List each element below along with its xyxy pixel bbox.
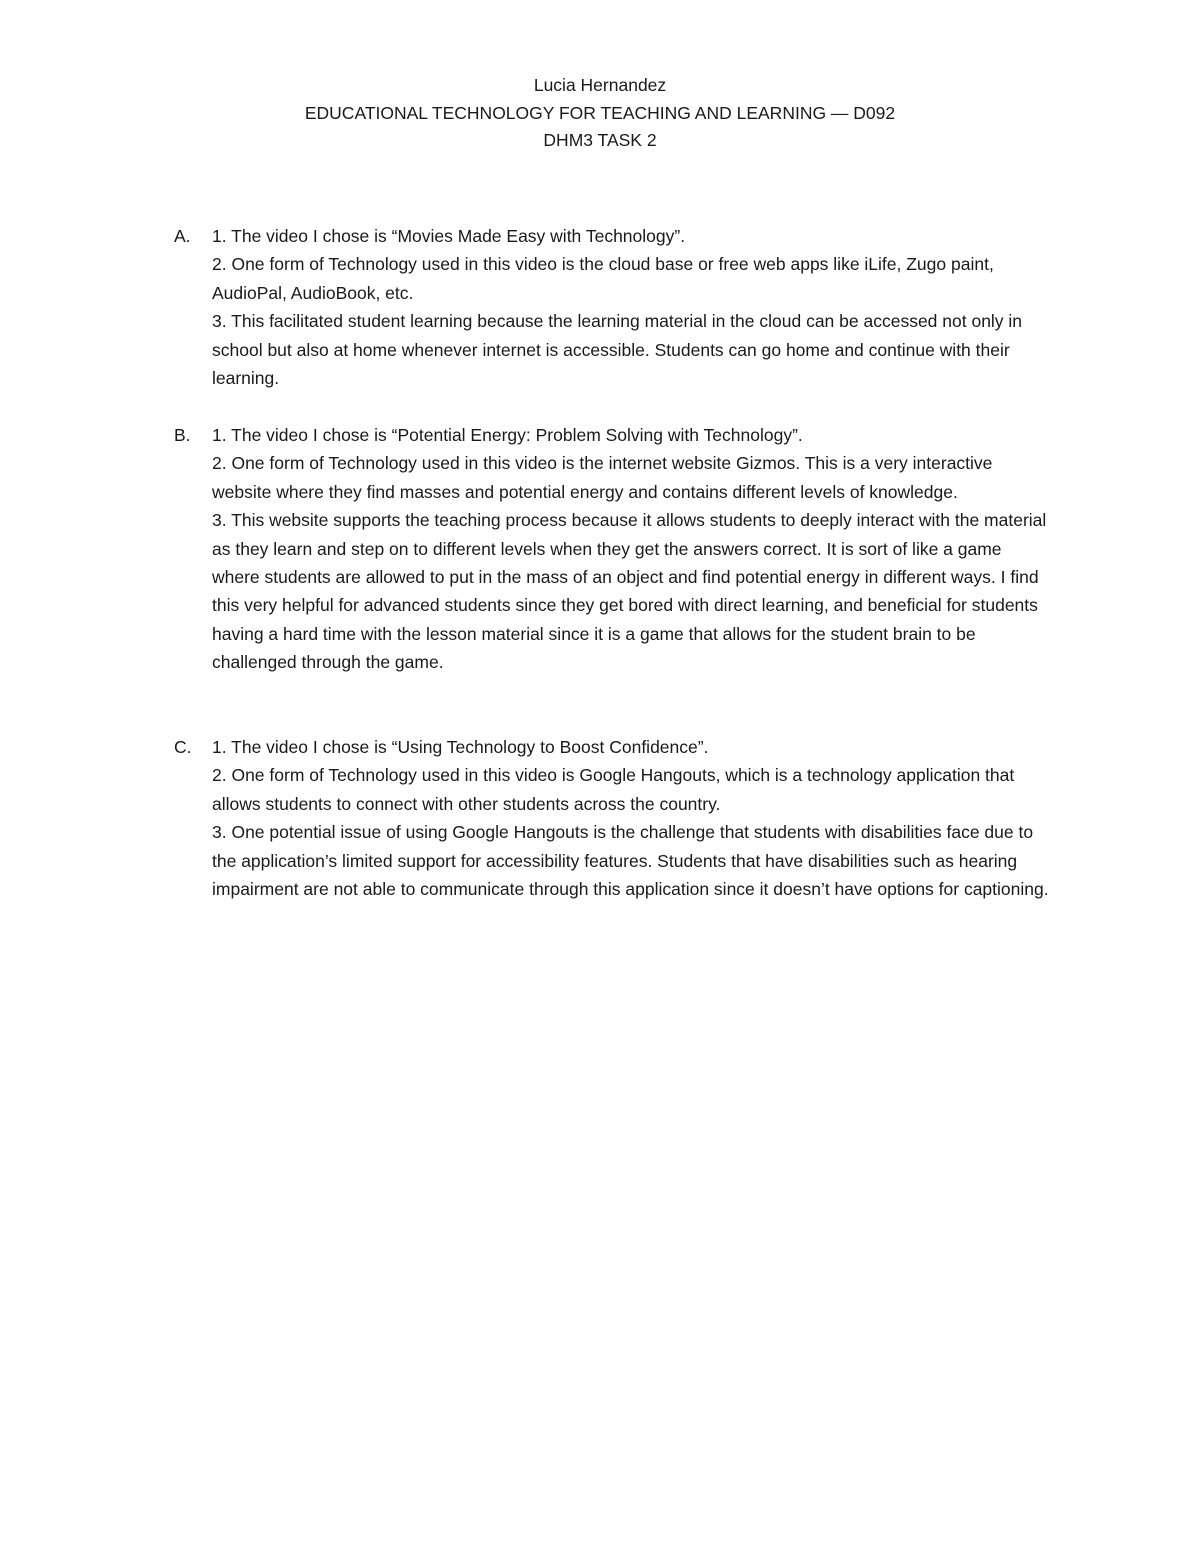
section-letter: B. <box>174 425 191 445</box>
task-title: DHM3 TASK 2 <box>543 130 657 150</box>
answer-item-3: 3. One potential issue of using Google Hangouts is the challenge that students with disabilities face due to the application’s limited support for accessibility features. Students that have disabilities such as hearing impairment are not able to communicate through this application since it doesn’t have options for captioning. <box>212 822 1049 900</box>
section-letter: A. <box>174 226 191 246</box>
answer-item-3: 3. This website supports the teaching process because it allows students to deeply interact with the material as they learn and step on to different levels when they get the answers correct. It is sort of like a game where students are allowed to put in the mass of an object and find potential energy in different ways. I find this very helpful for advanced students since they get bored with direct learning, and beneficial for students having a hard time with the lesson material since it is a game that allows for the student brain to be challenged through the game. <box>212 510 1047 673</box>
answer-item-3: 3. This facilitated student learning because the learning material in the cloud can be accessed not only in school but also at home whenever internet is accessible. Students can go home and continue with their learning. <box>212 311 1023 389</box>
answer-item-2: 2. One form of Technology used in this video is the cloud base or free web apps like iLife, Zugo paint, AudioPal, AudioBook, etc. <box>212 254 994 303</box>
answer-item-1: 1. The video I chose is “Potential Energy: Problem Solving with Technology”. <box>212 425 803 445</box>
course-title: EDUCATIONAL TECHNOLOGY FOR TEACHING AND LEARNING — D092 <box>304 102 896 123</box>
answer-item-1: 1. The video I chose is “Movies Made Easy with Technology”. <box>212 226 686 246</box>
answer-item-2: 2. One form of Technology used in this video is the internet website Gizmos. This is a very interactive website where they find masses and potential energy and contains different levels of knowledge. <box>212 453 993 502</box>
answer-item-1: 1. The video I chose is “Using Technology to Boost Confidence”. <box>212 737 709 757</box>
document-header <box>0 72 1200 155</box>
author-name: Lucia Hernandez <box>533 75 667 95</box>
section-body <box>212 222 1054 392</box>
answer-item-2: 2. One form of Technology used in this video is Google Hangouts, which is a technology application that allows students to connect with other students across the country. <box>212 765 1015 814</box>
section-body <box>212 421 1054 677</box>
section-letter: C. <box>174 737 192 757</box>
section-body <box>212 733 1054 903</box>
